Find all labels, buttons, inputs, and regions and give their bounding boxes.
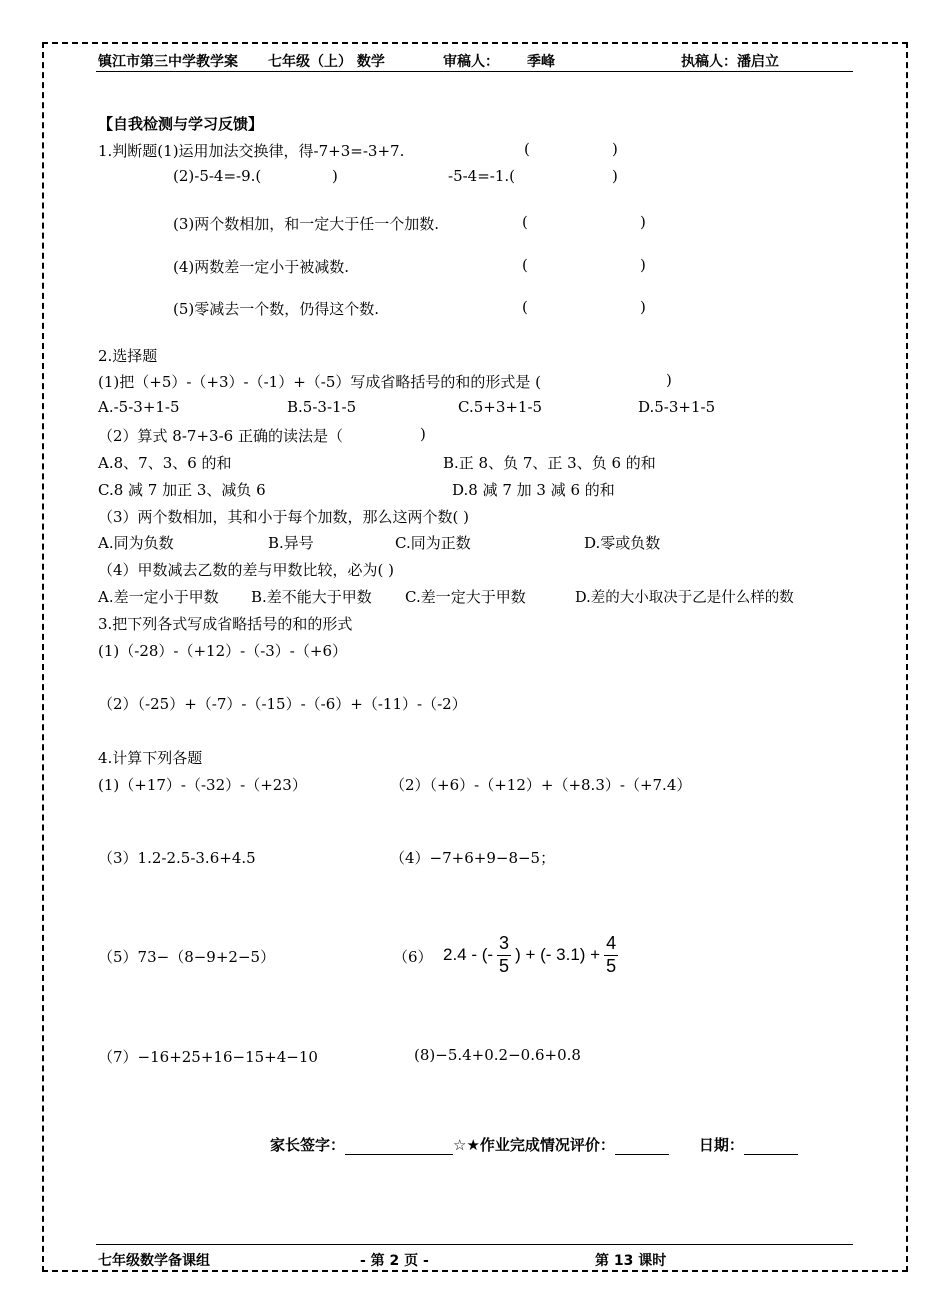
q1-5-paren-open: ( xyxy=(522,298,528,316)
q1-item5: (5)零减去一个数，仍得这个数. xyxy=(173,300,380,318)
header-school: 镇江市第三中学教学案 xyxy=(98,54,238,70)
header-reviewer-label: 审稿人： xyxy=(443,54,499,70)
evaluation-label: ☆★作业完成情况评价： xyxy=(453,1136,615,1154)
q3-p2: （2）（-25）+（-7）-（-15）-（-6）+（-11）-（-2） xyxy=(98,695,467,713)
q1-5-paren-close: ) xyxy=(640,298,646,316)
q2-s3-opt-d: D.零或负数 xyxy=(584,534,661,552)
evaluation-blank[interactable] xyxy=(615,1140,669,1155)
q1-1-paren-open: ( xyxy=(524,140,530,158)
q4-p7: （7）−16+25+16−15+4−10 xyxy=(98,1048,318,1066)
q2-s4-opt-a: A.差一定小于甲数 xyxy=(98,588,219,606)
q4-p2: （2）（+6）-（+12）+（+8.3）-（+7.4） xyxy=(390,776,692,794)
q4-p6-fraction-1 xyxy=(497,934,511,977)
q2-title: 2.选择题 xyxy=(98,347,158,365)
q2-s1: (1)把（+5）-（+3）-（-1）+（-5）写成省略括号的和的形式是 ( xyxy=(98,373,542,391)
q1-1-paren-close: ) xyxy=(612,140,618,158)
footer-page-number: - 第 2 页 - xyxy=(360,1253,429,1269)
header-grade-subject: 七年级（上） 数学 xyxy=(268,54,385,70)
q4-p3: （3）1.2-2.5-3.6+4.5 xyxy=(98,849,256,867)
q2-s1-opt-a: A.-5-3+1-5 xyxy=(98,398,180,416)
q4-p6-f1-numerator: 3 xyxy=(499,932,510,953)
q4-p6-fraction-2 xyxy=(604,934,618,977)
q4-p6-expression xyxy=(443,932,618,978)
q1-3-paren-close: ) xyxy=(640,213,646,231)
q4-p6-f1-denominator: 5 xyxy=(499,955,510,976)
q2-s4: （4）甲数减去乙数的差与甲数比较，必为( ) xyxy=(98,561,395,579)
q4-title: 4.计算下列各题 xyxy=(98,749,203,767)
q2-s3-opt-a: A.同为负数 xyxy=(98,534,174,552)
q1-item2a: (2)-5-4=-9.( xyxy=(173,167,262,185)
q2-s1-opt-c: C.5+3+1-5 xyxy=(458,398,543,416)
date-label: 日期： xyxy=(698,1136,744,1154)
q1-item2b-close: ) xyxy=(612,167,618,185)
header-author: 执稿人：潘启立 xyxy=(681,54,779,70)
q2-s3-opt-c: C.同为正数 xyxy=(395,534,471,552)
q4-p1: (1)（+17）-（-32）-（+23） xyxy=(98,776,307,794)
q1-item4: (4)两数差一定小于被减数. xyxy=(173,258,350,276)
q1-title: 1.判断题(1)运用加法交换律，得-7+3=-3+7. xyxy=(98,142,405,160)
footer-group: 七年级数学备课组 xyxy=(98,1253,210,1269)
q4-p8: (8)−5.4+0.2−0.6+0.8 xyxy=(414,1046,581,1064)
footer-lesson: 第 13 课时 xyxy=(595,1253,667,1269)
parent-signature-blank[interactable] xyxy=(345,1140,453,1155)
section-title: 【自我检测与学习反馈】 xyxy=(98,115,264,133)
q2-s3-opt-b: B.异号 xyxy=(268,534,314,552)
q4-p6-f2-denominator: 5 xyxy=(606,955,617,976)
q2-s4-opt-c: C.差一定大于甲数 xyxy=(405,588,526,606)
q1-4-paren-open: ( xyxy=(522,256,528,274)
q4-p6-part-b: ) + (- 3.1) + xyxy=(515,945,601,964)
q2-s2-opt-c: C.8 减 7 加正 3、减负 6 xyxy=(98,481,266,499)
q2-s2: （2）算式 8-7+3-6 正确的读法是（ xyxy=(98,427,343,445)
q2-s4-opt-d: D.差的大小取决于乙是什么样的数 xyxy=(575,590,794,606)
q4-p5: （5）73−（8−9+2−5） xyxy=(98,948,276,966)
q2-s2-opt-a: A.8、7、3、6 的和 xyxy=(98,454,232,472)
date-blank[interactable] xyxy=(744,1140,798,1155)
q2-s3: （3）两个数相加，其和小于每个加数，那么这两个数( ) xyxy=(98,508,470,526)
q3-title: 3.把下列各式写成省略括号的和的形式 xyxy=(98,615,353,633)
parent-signature-label: 家长签字： xyxy=(270,1136,346,1154)
q2-s2-opt-b: B.正 8、负 7、正 3、负 6 的和 xyxy=(443,454,656,472)
q2-s1-opt-d: D.5-3+1-5 xyxy=(638,398,716,416)
signature-row xyxy=(270,1134,798,1155)
header-rule xyxy=(96,71,853,72)
q4-p6-f2-numerator: 4 xyxy=(606,932,617,953)
q1-3-paren-open: ( xyxy=(522,213,528,231)
q3-p1: (1)（-28）-（+12）-（-3）-（+6） xyxy=(98,642,347,660)
footer-rule xyxy=(96,1244,853,1245)
q1-item2a-close: ) xyxy=(332,167,338,185)
q4-p6-label: （6） xyxy=(393,948,433,966)
q2-s4-opt-b: B.差不能大于甲数 xyxy=(251,588,372,606)
q2-s1-opt-b: B.5-3-1-5 xyxy=(287,398,357,416)
q4-p6-part-a: 2.4 - (- xyxy=(443,945,494,964)
q1-item3: (3)两个数相加，和一定大于任一个加数. xyxy=(173,215,440,233)
header-reviewer: 季峰 xyxy=(527,54,555,70)
q1-item2b: -5-4=-1.( xyxy=(448,167,516,185)
q2-s2-opt-d: D.8 减 7 加 3 减 6 的和 xyxy=(452,481,615,499)
q2-s2-close: ) xyxy=(420,425,426,443)
q4-p4: （4）−7+6+9−8−5； xyxy=(390,849,556,867)
q1-4-paren-close: ) xyxy=(640,256,646,274)
q2-s1-close: ) xyxy=(666,371,672,389)
